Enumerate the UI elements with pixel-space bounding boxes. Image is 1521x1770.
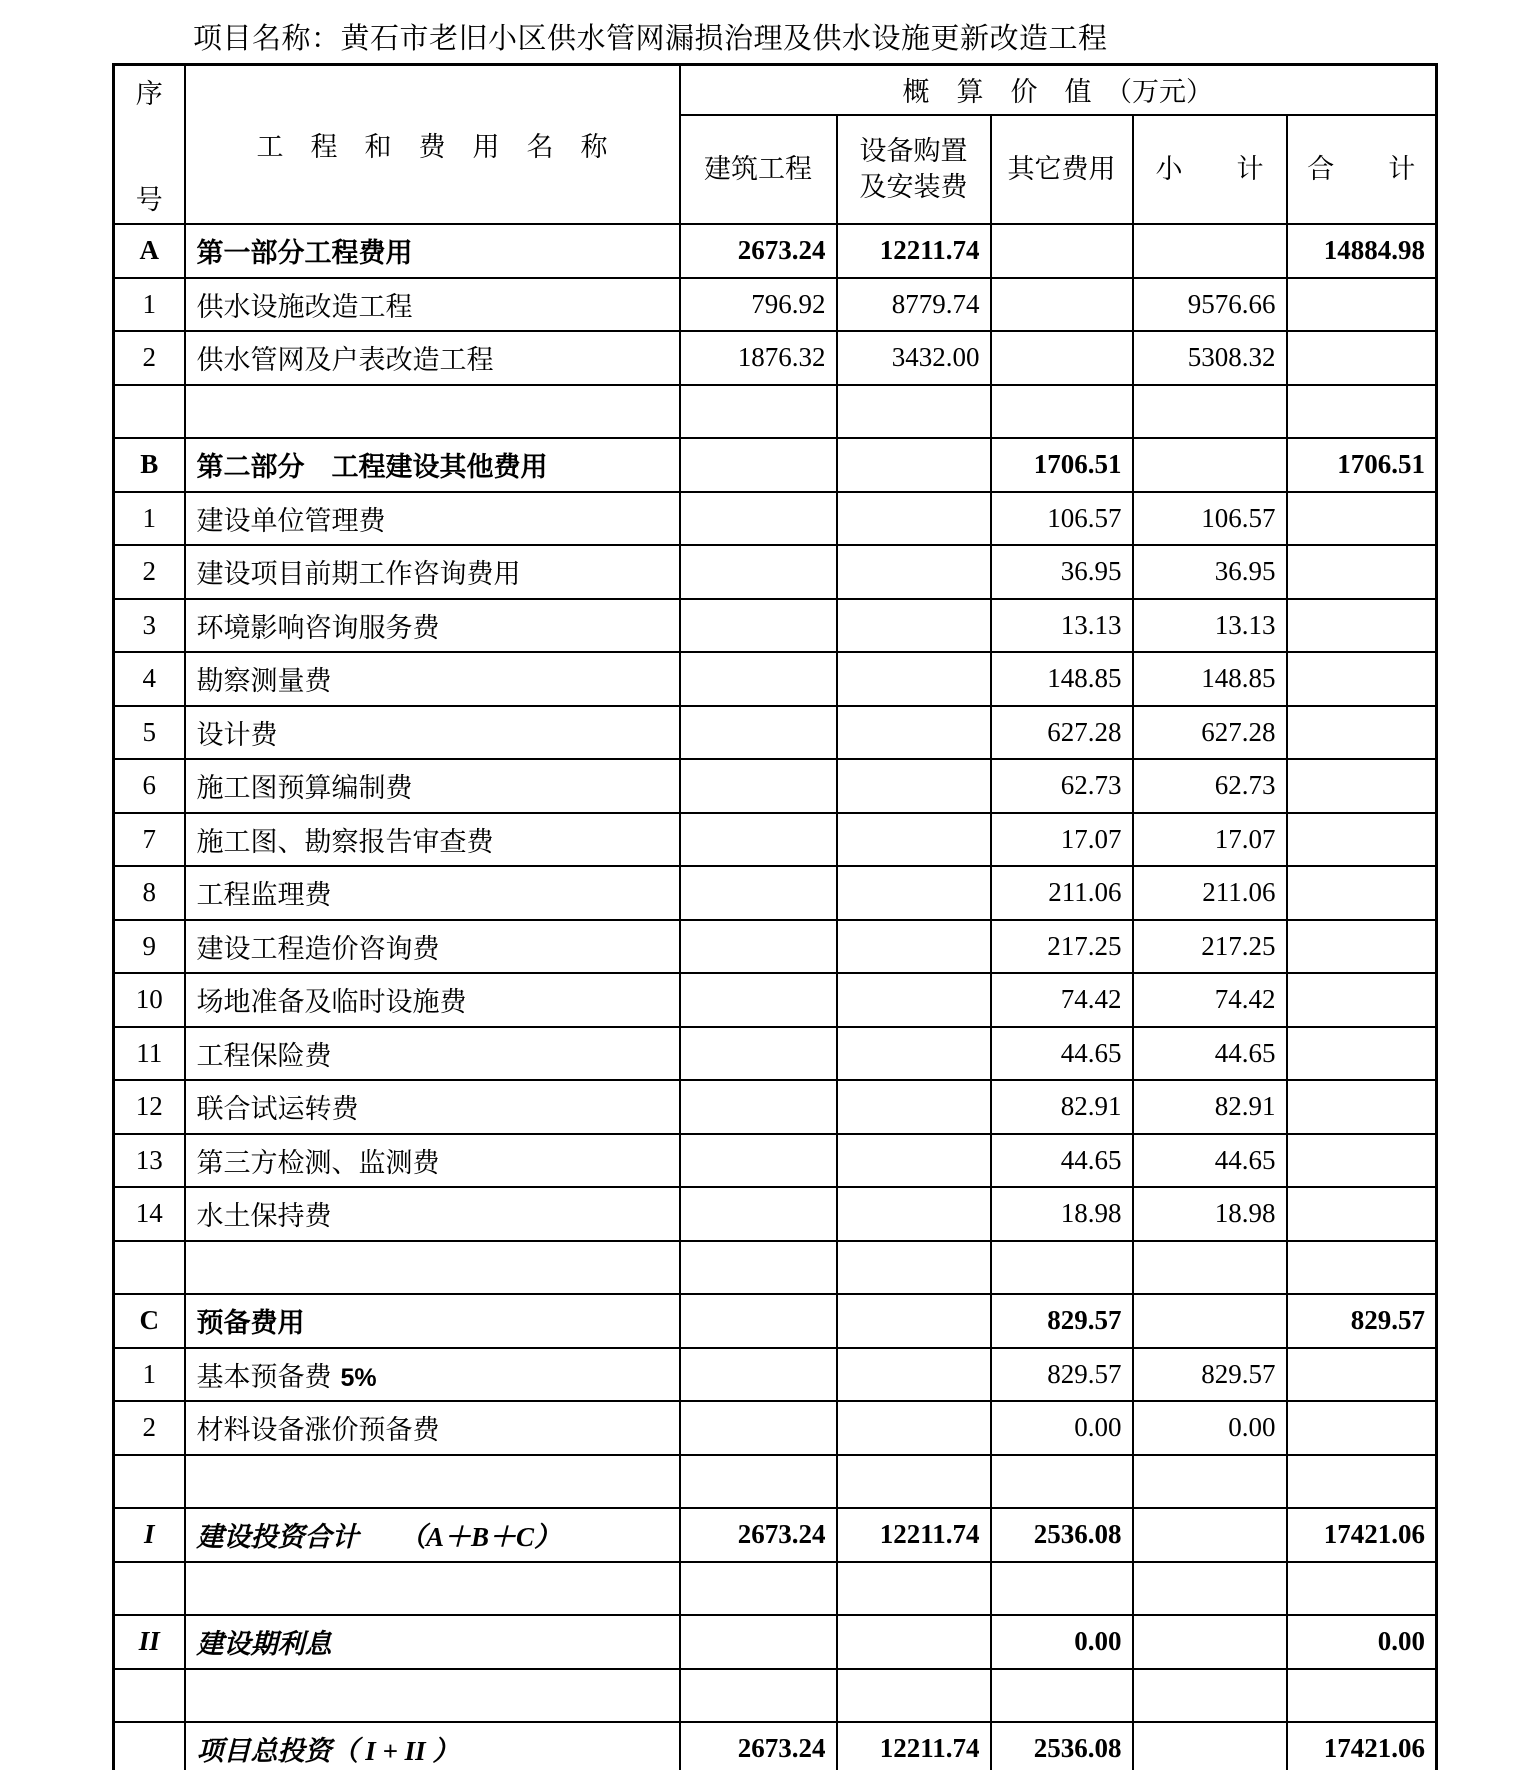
other-cost-cell [991,1241,1133,1295]
subtotal-cell: 44.65 [1133,1027,1287,1081]
name-cell [185,813,680,867]
item-name-label: 建设项目前期工作咨询费用 [196,559,521,590]
table-row [114,1134,1437,1188]
header-subtotal-label: 小 计 [1155,154,1264,185]
other-cost-cell [991,1669,1133,1723]
grand-total-cell [1287,1455,1437,1509]
subtotal-cell: 74.42 [1133,973,1287,1027]
other-cost-cell: 1706.51 [991,438,1133,492]
equipment-cost-cell [837,1401,991,1455]
construction-cost-cell [680,866,837,920]
other-cost-cell [991,1455,1133,1509]
table-row [114,759,1437,813]
header-subtotal [1133,115,1287,224]
construction-cost-cell [680,652,837,706]
seq-cell [114,1562,185,1616]
other-cost-cell: 2536.08 [991,1508,1133,1562]
construction-cost-cell: 796.92 [680,278,837,332]
other-cost-cell: 44.65 [991,1027,1133,1081]
item-name-label: 工程保险费 [196,1040,332,1071]
seq-cell: 3 [114,599,185,653]
name-cell [185,759,680,813]
spacer-row [114,385,1437,439]
name-cell [185,1722,680,1770]
table-row [114,1401,1437,1455]
seq-cell [114,1722,185,1770]
other-cost-cell: 62.73 [991,759,1133,813]
item-name-label: 项目总投资（ I + II ） [196,1736,460,1767]
table-row [114,331,1437,385]
name-cell [185,1027,680,1081]
grand-total-cell [1287,1080,1437,1134]
header-construction-cost [680,115,837,224]
equipment-cost-cell [837,1455,991,1509]
seq-cell: 2 [114,1401,185,1455]
construction-cost-cell: 1876.32 [680,331,837,385]
item-name-label: 设计费 [196,719,278,750]
item-name-label: 环境影响咨询服务费 [196,612,440,643]
other-cost-cell [991,1562,1133,1616]
other-cost-cell: 627.28 [991,706,1133,760]
grand-total-cell [1287,278,1437,332]
equipment-cost-cell [837,1615,991,1669]
subtotal-cell [1133,385,1287,439]
subtotal-cell [1133,1615,1287,1669]
item-name-label: 材料设备涨价预备费 [196,1415,440,1446]
grand-total-cell [1287,1562,1437,1616]
construction-cost-cell [680,1241,837,1295]
grand-total-cell [1287,1134,1437,1188]
name-cell [185,545,680,599]
seq-cell: 2 [114,545,185,599]
construction-cost-cell: 2673.24 [680,1722,837,1770]
grand-total-cell [1287,813,1437,867]
grand-total-cell [1287,652,1437,706]
name-cell [185,224,680,278]
seq-cell: 12 [114,1080,185,1134]
equipment-cost-cell [837,599,991,653]
table-row [114,973,1437,1027]
header-item-name: 工 程 和 费 用 名 称 [185,65,680,225]
header-seq-top: 序 [135,79,163,109]
seq-cell [114,1455,185,1509]
header-equipment-cost [837,115,991,224]
item-name-suffix: 5% [340,1363,377,1392]
header-equipment-cost-line2: 及安装费 [859,172,968,203]
other-cost-cell: 74.42 [991,973,1133,1027]
subtotal-cell: 829.57 [1133,1348,1287,1402]
header-other-cost [991,115,1133,224]
construction-cost-cell [680,1615,837,1669]
name-cell [185,1134,680,1188]
construction-cost-cell [680,1455,837,1509]
seq-cell: 1 [114,1348,185,1402]
equipment-cost-cell [837,973,991,1027]
construction-cost-cell [680,1562,837,1616]
subtotal-cell: 5308.32 [1133,331,1287,385]
table-row [114,652,1437,706]
subtotal-cell: 82.91 [1133,1080,1287,1134]
other-cost-cell: 211.06 [991,866,1133,920]
equipment-cost-cell: 12211.74 [837,1508,991,1562]
seq-cell: 5 [114,706,185,760]
construction-cost-cell: 2673.24 [680,224,837,278]
construction-cost-cell [680,973,837,1027]
equipment-cost-cell: 12211.74 [837,1722,991,1770]
seq-cell: 7 [114,813,185,867]
table-row [114,492,1437,546]
equipment-cost-cell: 12211.74 [837,224,991,278]
subtotal-cell: 44.65 [1133,1134,1287,1188]
other-cost-cell: 82.91 [991,1080,1133,1134]
other-cost-cell: 217.25 [991,920,1133,974]
equipment-cost-cell: 8779.74 [837,278,991,332]
grand-total-cell [1287,545,1437,599]
other-cost-cell: 44.65 [991,1134,1133,1188]
subtotal-cell: 217.25 [1133,920,1287,974]
construction-cost-cell [680,1348,837,1402]
equipment-cost-cell [837,813,991,867]
subtotal-cell: 0.00 [1133,1401,1287,1455]
subtotal-cell [1133,1562,1287,1616]
table-row [114,920,1437,974]
name-cell [185,1401,680,1455]
table-row [114,1508,1437,1562]
table-row [114,813,1437,867]
construction-cost-cell [680,599,837,653]
subtotal-cell [1133,438,1287,492]
name-cell [185,438,680,492]
other-cost-cell: 106.57 [991,492,1133,546]
name-cell [185,920,680,974]
construction-cost-cell [680,813,837,867]
construction-cost-cell [680,1294,837,1348]
name-cell [185,706,680,760]
table-row [114,1722,1437,1770]
grand-total-cell: 14884.98 [1287,224,1437,278]
grand-total-cell [1287,492,1437,546]
table-row [114,1080,1437,1134]
other-cost-cell: 829.57 [991,1348,1133,1402]
seq-cell: 2 [114,331,185,385]
equipment-cost-cell [837,706,991,760]
name-cell [185,278,680,332]
seq-cell: 13 [114,1134,185,1188]
subtotal-cell [1133,1241,1287,1295]
subtotal-cell: 211.06 [1133,866,1287,920]
equipment-cost-cell [837,759,991,813]
name-cell [185,1080,680,1134]
grand-total-cell [1287,1401,1437,1455]
seq-cell: 9 [114,920,185,974]
subtotal-cell: 13.13 [1133,599,1287,653]
item-name-label: 基本预备费 [196,1361,332,1392]
item-name-label: 施工图、勘察报告审查费 [196,826,494,857]
table-row [114,224,1437,278]
seq-cell: 4 [114,652,185,706]
equipment-cost-cell [837,1562,991,1616]
other-cost-cell: 0.00 [991,1615,1133,1669]
construction-cost-cell [680,1080,837,1134]
seq-cell: 10 [114,973,185,1027]
other-cost-cell: 13.13 [991,599,1133,653]
other-cost-cell [991,278,1133,332]
subtotal-cell: 17.07 [1133,813,1287,867]
item-name-label: 联合试运转费 [196,1094,359,1125]
seq-cell: 11 [114,1027,185,1081]
name-cell [185,1615,680,1669]
table-row [114,866,1437,920]
construction-cost-cell [680,1134,837,1188]
header-estimate-value: 概 算 价 值 （万元） [680,65,1437,115]
equipment-cost-cell [837,1134,991,1188]
subtotal-cell: 36.95 [1133,545,1287,599]
spacer-row [114,1562,1437,1616]
equipment-cost-cell [837,545,991,599]
seq-cell [114,1241,185,1295]
grand-total-cell [1287,1187,1437,1241]
seq-cell: B [114,438,185,492]
header-construction-cost-label: 建筑工程 [704,154,812,185]
item-name-label: 勘察测量费 [196,666,332,697]
grand-total-cell [1287,599,1437,653]
header-equipment-cost-line1: 设备购置 [859,135,968,166]
grand-total-cell [1287,973,1437,1027]
item-name-label: 供水管网及户表改造工程 [196,345,494,376]
equipment-cost-cell [837,1348,991,1402]
header-row-top [114,65,1437,115]
grand-total-cell [1287,1669,1437,1723]
seq-cell: 14 [114,1187,185,1241]
grand-total-cell [1287,866,1437,920]
seq-cell: II [114,1615,185,1669]
name-cell [185,973,680,1027]
header-seq-bottom: 号 [135,185,163,215]
subtotal-cell [1133,224,1287,278]
seq-cell: 8 [114,866,185,920]
equipment-cost-cell [837,438,991,492]
item-name-label: 工程监理费 [196,880,332,911]
other-cost-cell: 829.57 [991,1294,1133,1348]
item-name-label: 建设工程造价咨询费 [196,933,440,964]
subtotal-cell: 627.28 [1133,706,1287,760]
item-name-label: 供水设施改造工程 [196,291,413,322]
item-name-label: 建设期利息 [196,1629,332,1660]
equipment-cost-cell [837,1241,991,1295]
grand-total-cell [1287,1027,1437,1081]
other-cost-cell: 2536.08 [991,1722,1133,1770]
table-row [114,706,1437,760]
seq-cell [114,1669,185,1723]
spacer-row [114,1241,1437,1295]
subtotal-cell [1133,1455,1287,1509]
name-cell [185,1455,680,1509]
equipment-cost-cell [837,1294,991,1348]
header-other-cost-label: 其它费用 [1007,154,1116,185]
grand-total-cell [1287,1348,1437,1402]
other-cost-cell [991,385,1133,439]
spacer-row [114,1669,1437,1723]
item-name-label: 场地准备及临时设施费 [196,987,467,1018]
grand-total-cell: 17421.06 [1287,1722,1437,1770]
seq-cell: 1 [114,492,185,546]
other-cost-cell: 148.85 [991,652,1133,706]
item-name-label: 预备费用 [196,1308,305,1339]
grand-total-cell [1287,759,1437,813]
grand-total-cell [1287,920,1437,974]
name-cell [185,599,680,653]
other-cost-cell [991,331,1133,385]
construction-cost-cell [680,438,837,492]
other-cost-cell: 18.98 [991,1187,1133,1241]
name-cell [185,492,680,546]
other-cost-cell: 17.07 [991,813,1133,867]
name-cell [185,1294,680,1348]
table-row [114,599,1437,653]
seq-cell: 6 [114,759,185,813]
name-cell [185,1241,680,1295]
subtotal-cell: 148.85 [1133,652,1287,706]
table-row [114,1348,1437,1402]
grand-total-cell [1287,385,1437,439]
grand-total-cell [1287,1241,1437,1295]
item-name-label: 第一部分工程费用 [196,238,413,269]
seq-cell: A [114,224,185,278]
other-cost-cell: 0.00 [991,1401,1133,1455]
construction-cost-cell: 2673.24 [680,1508,837,1562]
construction-cost-cell [680,1027,837,1081]
equipment-cost-cell [837,920,991,974]
construction-cost-cell [680,545,837,599]
table-row [114,545,1437,599]
construction-cost-cell [680,1187,837,1241]
spacer-row [114,1455,1437,1509]
seq-cell: 1 [114,278,185,332]
name-cell [185,331,680,385]
equipment-cost-cell [837,652,991,706]
construction-cost-cell [680,1401,837,1455]
table-row [114,1294,1437,1348]
construction-cost-cell [680,1669,837,1723]
construction-cost-cell [680,385,837,439]
name-cell [185,1562,680,1616]
table-row [114,1027,1437,1081]
name-cell [185,652,680,706]
seq-cell: C [114,1294,185,1348]
budget-estimate-table [112,63,1438,1770]
header-grand-total-label: 合 计 [1307,154,1416,185]
other-cost-cell: 36.95 [991,545,1133,599]
construction-cost-cell [680,492,837,546]
seq-cell: I [114,1508,185,1562]
equipment-cost-cell [837,1080,991,1134]
table-row [114,438,1437,492]
header-grand-total [1287,115,1437,224]
equipment-cost-cell [837,1669,991,1723]
subtotal-cell: 9576.66 [1133,278,1287,332]
subtotal-cell [1133,1294,1287,1348]
table-row [114,1187,1437,1241]
name-cell [185,1187,680,1241]
subtotal-cell: 18.98 [1133,1187,1287,1241]
name-cell [185,1508,680,1562]
subtotal-cell: 62.73 [1133,759,1287,813]
item-name-label: 第二部分 工程建设其他费用 [196,452,548,483]
equipment-cost-cell [837,1027,991,1081]
equipment-cost-cell [837,866,991,920]
equipment-cost-cell: 3432.00 [837,331,991,385]
grand-total-cell: 1706.51 [1287,438,1437,492]
grand-total-cell: 17421.06 [1287,1508,1437,1562]
seq-cell [114,385,185,439]
other-cost-cell [991,224,1133,278]
equipment-cost-cell [837,492,991,546]
project-title: 项目名称：黄石市老旧小区供水管网漏损治理及供水设施更新改造工程 [193,23,1108,55]
construction-cost-cell [680,759,837,813]
equipment-cost-cell [837,385,991,439]
construction-cost-cell [680,920,837,974]
subtotal-cell [1133,1508,1287,1562]
name-cell [185,1669,680,1723]
subtotal-cell [1133,1669,1287,1723]
name-cell [185,1348,680,1402]
table-row [114,278,1437,332]
header-seq-no [114,65,185,225]
grand-total-cell: 829.57 [1287,1294,1437,1348]
item-name-label: 建设投资合计 （A＋B＋C） [196,1522,562,1553]
grand-total-cell [1287,706,1437,760]
item-name-label: 施工图预算编制费 [196,773,413,804]
item-name-label: 建设单位管理费 [196,505,386,536]
item-name-label: 水土保持费 [196,1201,332,1232]
equipment-cost-cell [837,1187,991,1241]
construction-cost-cell [680,706,837,760]
subtotal-cell: 106.57 [1133,492,1287,546]
name-cell [185,866,680,920]
table-row [114,1615,1437,1669]
subtotal-cell [1133,1722,1287,1770]
item-name-label: 第三方检测、监测费 [196,1147,440,1178]
grand-total-cell: 0.00 [1287,1615,1437,1669]
name-cell [185,385,680,439]
grand-total-cell [1287,331,1437,385]
